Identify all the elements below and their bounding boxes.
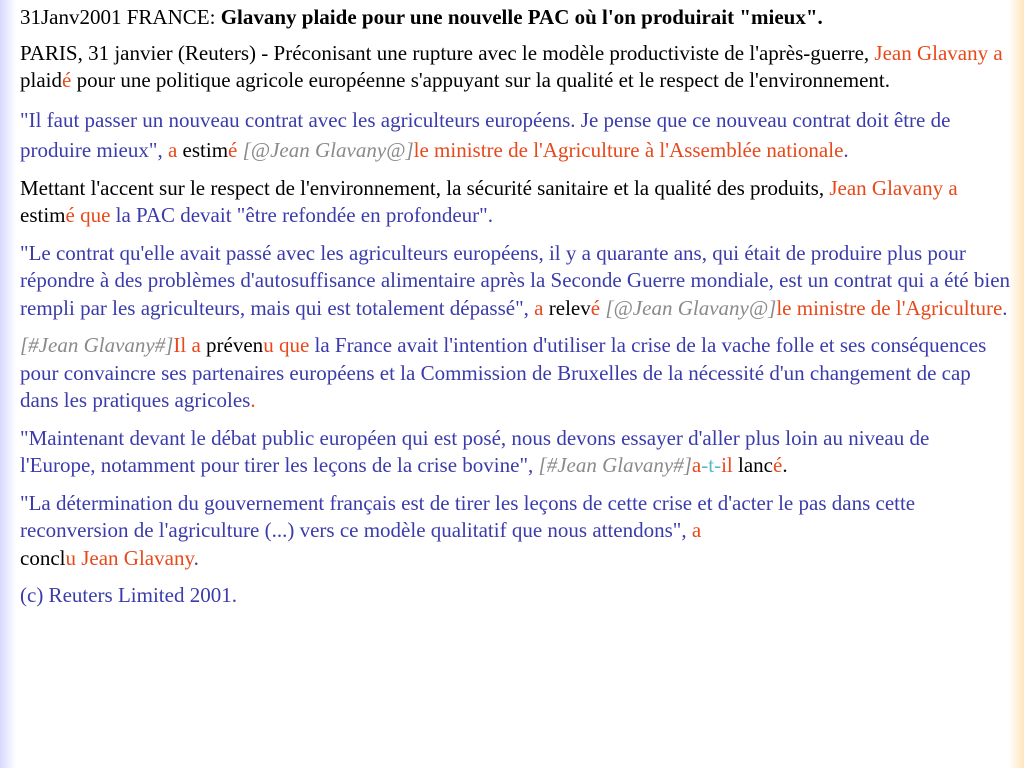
verb-ending: é <box>228 137 238 162</box>
verb-stem: plaid <box>20 68 62 92</box>
speaker-tag: [@Jean Glavany@] <box>242 137 414 162</box>
speaker-title: le ministre de l'Agriculture <box>776 295 1003 320</box>
conjunction: que <box>278 333 310 357</box>
auxiliary-verb: a <box>691 518 702 542</box>
quote: la France avait l'intention d'utiliser la crise de la vache folle et ses conséquences pour convaincre ses partenaires européens et la Commission de Bruxelles de la nécessité d'un changement de cap dans les pratiques agricoles <box>20 333 987 412</box>
paragraph-text: Mettant l'accent sur le respect de l'environnement, la sécurité sanitaire et la qualité des produits, <box>20 175 830 200</box>
quote: "Le contrat qu'elle avait passé avec les agriculteurs européens, il y a quarante ans, qui était de produire plus pour répondre à des problèmes d'autosuffisance alimentaire après la Seconde Guerre mondiale, est un contrat qui a été bien rempli par les agriculteurs, mais qui est totalement dépassé", <box>20 240 1011 320</box>
dateline: 31Janv2001 FRANCE: <box>20 5 221 29</box>
hyphen: - <box>714 453 722 477</box>
lead-text-end: pour une politique agricole européenne s'appuyant sur la qualité et le respect de l'environnement. <box>71 68 891 92</box>
paragraph-6 <box>20 490 1010 573</box>
verb-ending: é <box>65 203 75 227</box>
punctuation: . <box>1002 295 1008 320</box>
verb-stem: préven <box>206 333 264 357</box>
paragraph-2 <box>20 175 1010 230</box>
auxiliary-verb: a <box>191 333 201 357</box>
verb-stem: relev <box>548 295 591 320</box>
headline: Glavany plaide pour une nouvelle PAC où l'on produirait "mieux". <box>220 5 823 29</box>
speaker-title: le ministre de l'Agriculture à l'Assemblée nationale <box>413 137 844 162</box>
lead-paragraph <box>20 40 1010 95</box>
paragraph-3 <box>20 240 1010 323</box>
verb-ending: é <box>773 453 783 477</box>
verb-ending: u <box>65 545 76 570</box>
lead-text: PARIS, 31 janvier (Reuters) - Préconisant une rupture avec le modèle productiviste de l'après-guerre, <box>20 40 875 65</box>
punctuation: . <box>843 137 849 162</box>
verb-stem: concl <box>20 545 66 570</box>
speaker-name: Jean Glavany <box>829 175 944 200</box>
verb-stem: lanc <box>738 453 773 477</box>
speaker-tag: [@Jean Glavany@] <box>605 295 777 320</box>
quote: "Il faut passer un nouveau contrat avec les agriculteurs européens. Je pense que ce nouveau contrat doit être de produire mieux", <box>20 107 951 162</box>
speaker-name: Jean Glavany <box>81 545 194 570</box>
speaker-name: Jean Glavany <box>874 40 989 65</box>
auxiliary-verb: a <box>993 40 1003 65</box>
hyphen: - <box>701 453 709 477</box>
paragraph-1 <box>20 105 1010 165</box>
verb-stem: estim <box>20 203 66 227</box>
punctuation: . <box>782 453 788 477</box>
paragraph-5 <box>20 425 1010 480</box>
quote: la PAC devait "être refondée en profondeur". <box>110 203 493 227</box>
paragraph-4 <box>20 332 1010 415</box>
speaker-tag: [#Jean Glavany#] <box>538 453 692 477</box>
auxiliary-verb: a <box>691 453 702 477</box>
verb-ending: u <box>263 333 274 357</box>
quote: "La détermination du gouvernement français est de tirer les leçons de cette crise et d'acter le pas dans cette reconversion de l'agriculture (...) vers ce modèle qualitatif que nous attendons", <box>20 490 916 542</box>
auxiliary-verb: a <box>534 295 544 320</box>
verb-stem: estim <box>182 137 229 162</box>
conjunction: que <box>80 203 111 227</box>
verb-ending: é <box>590 295 601 320</box>
article <box>20 4 1010 620</box>
euphonic-t: t <box>708 453 715 477</box>
punctuation: . <box>193 545 199 570</box>
pronoun: Il <box>173 333 187 357</box>
copyright: (c) Reuters Limited 2001. <box>20 583 237 607</box>
punctuation: . <box>250 388 256 412</box>
auxiliary-verb: a <box>948 175 958 200</box>
quote: "Maintenant devant le débat public européen qui est posé, nous devons essayer d'aller plus loin au niveau de l'Europe, notamment pour tirer les leçons de la crise bovine", <box>20 425 930 477</box>
verb-ending: é <box>62 68 72 92</box>
auxiliary-verb: a <box>167 137 178 162</box>
article-title <box>20 4 1010 32</box>
speaker-tag: [#Jean Glavany#] <box>20 333 174 357</box>
pronoun: il <box>721 453 733 477</box>
